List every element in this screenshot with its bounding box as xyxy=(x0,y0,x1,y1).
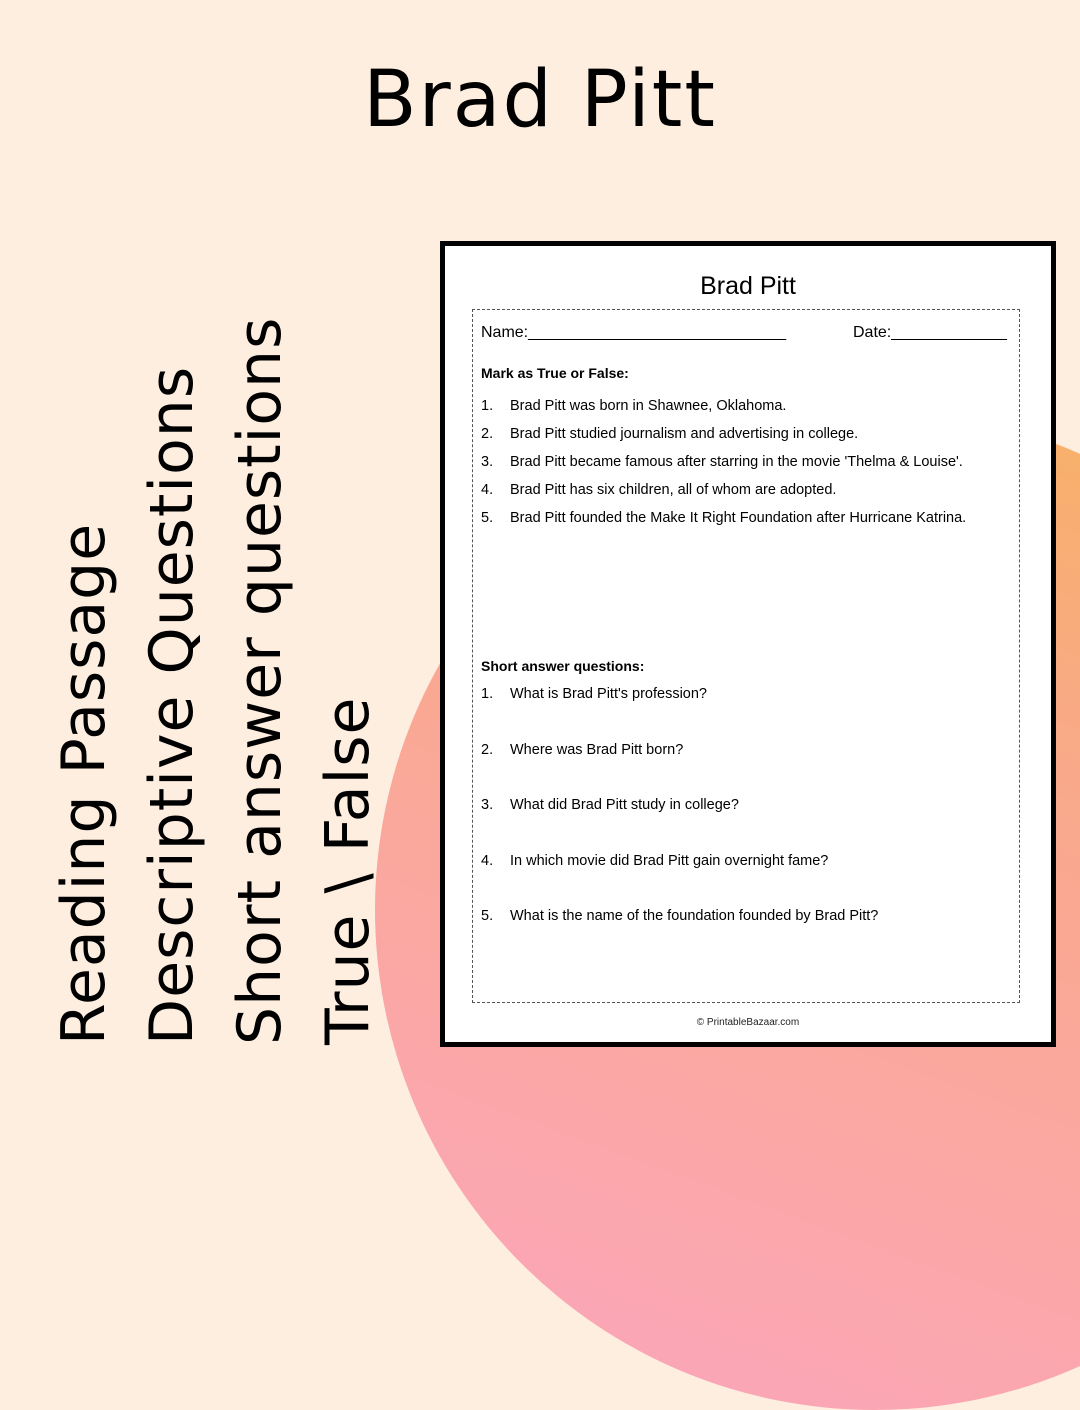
short-answer-heading: Short answer questions: xyxy=(481,658,645,674)
side-label-true-false: True \ False xyxy=(313,696,383,1045)
list-item: 1. Brad Pitt was born in Shawnee, Oklahoma. xyxy=(481,398,787,414)
side-label-descriptive-questions: Descriptive Questions xyxy=(137,365,207,1045)
list-item: 4. Brad Pitt has six children, all of whom are adopted. xyxy=(481,482,837,498)
worksheet-body xyxy=(472,309,1020,1003)
side-labels xyxy=(40,285,392,1045)
date-field: Date:_____________ xyxy=(853,324,1007,341)
list-item: 4. In which movie did Brad Pitt gain overnight fame? xyxy=(481,852,829,869)
list-item: 3. Brad Pitt became famous after starring in the movie 'Thelma & Louise'. xyxy=(481,454,963,470)
list-item: 2. Brad Pitt studied journalism and advertising in college. xyxy=(481,426,859,442)
side-label-reading-passage: Reading Passage xyxy=(49,522,119,1045)
page-title: Brad Pitt xyxy=(363,55,717,145)
short-answer-list xyxy=(481,686,1001,964)
worksheet-title: Brad Pitt xyxy=(700,272,796,300)
list-item: 5. Brad Pitt founded the Make It Right Foundation after Hurricane Katrina. xyxy=(481,510,967,526)
true-false-list xyxy=(481,398,1001,538)
copyright-notice: © PrintableBazaar.com xyxy=(696,1017,800,1028)
worksheet-preview xyxy=(440,241,1056,1047)
side-label-short-answer: Short answer questions xyxy=(225,316,295,1045)
true-false-heading: Mark as True or False: xyxy=(481,365,629,381)
list-item: 1. What is Brad Pitt's profession? xyxy=(481,686,707,702)
list-item: 3. What did Brad Pitt study in college? xyxy=(481,797,739,813)
name-field: Name:_____________________________ xyxy=(481,324,787,341)
list-item: 5. What is the name of the foundation founded by Brad Pitt? xyxy=(481,908,879,924)
list-item: 2. Where was Brad Pitt born? xyxy=(481,741,684,758)
